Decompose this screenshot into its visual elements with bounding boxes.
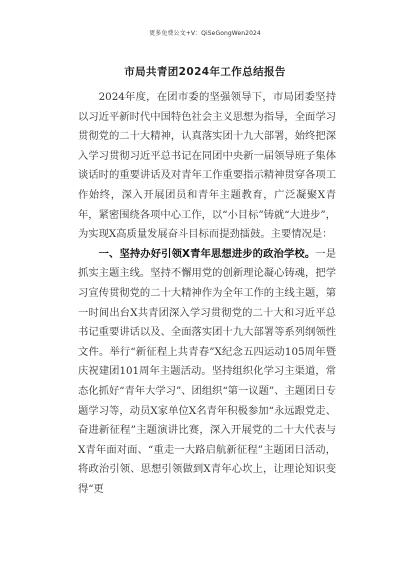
section-1-paragraph [78,245,336,500]
document-title: 市局共青团2024年工作总结报告 [124,66,286,78]
document-body [78,88,336,499]
section-1-body: 一是抓实主题主线。坚持不懈用党的创新理论凝心铸魂，把学习宣传贯彻党的二十大精神作为全年工作的主线主题，第一时间出台X共青团深入学习贯彻党的二十大和习近平总书记重要讲话以及、全面落实团十九大部署等系列纲领性文件。举行“新征程上共青春”X纪念五四运动105周年暨庆祝建团101周年主题活动。坚持组织化学习主渠道，常态化抓好“青年大学习”、团组织“第一议题”、主题团日专题学习等，动员X家单位X名青年积极参加“永远跟党走、奋进新征程”主题演讲比赛，深入开展党的二十大代表与X青年面对面、“重走一大路启航新征程”主题团日活动，将政治引领、思想引领做到X青年心坎上，让理论知识变得“更 [78,247,336,495]
intro-paragraph: 2024年度，在团市委的坚强领导下，市局团委坚持以习近平新时代中国特色社会主义思想为指导，全面学习贯彻党的二十大精神，认真落实团十九大部署，始终把深入学习贯彻习近平总书记在同团中央新一届领导班子集体谈话时的重要讲话及对青年工作重要指示精神贯穿各项工作始终，深入开展团员和青年主题教育，广泛凝聚X青年，紧密围绕各项中心工作，以“小目标”铸就“大进步”，为实现X高质量发展奋斗目标而提劲擂鼓。主要情况是： [78,91,336,241]
watermark-header: 更多免费公文+V：QiSeGongWen2024 [149,30,261,37]
section-1-heading: 一、坚持办好引领X青年思想进步的政治学校。 [98,247,316,260]
